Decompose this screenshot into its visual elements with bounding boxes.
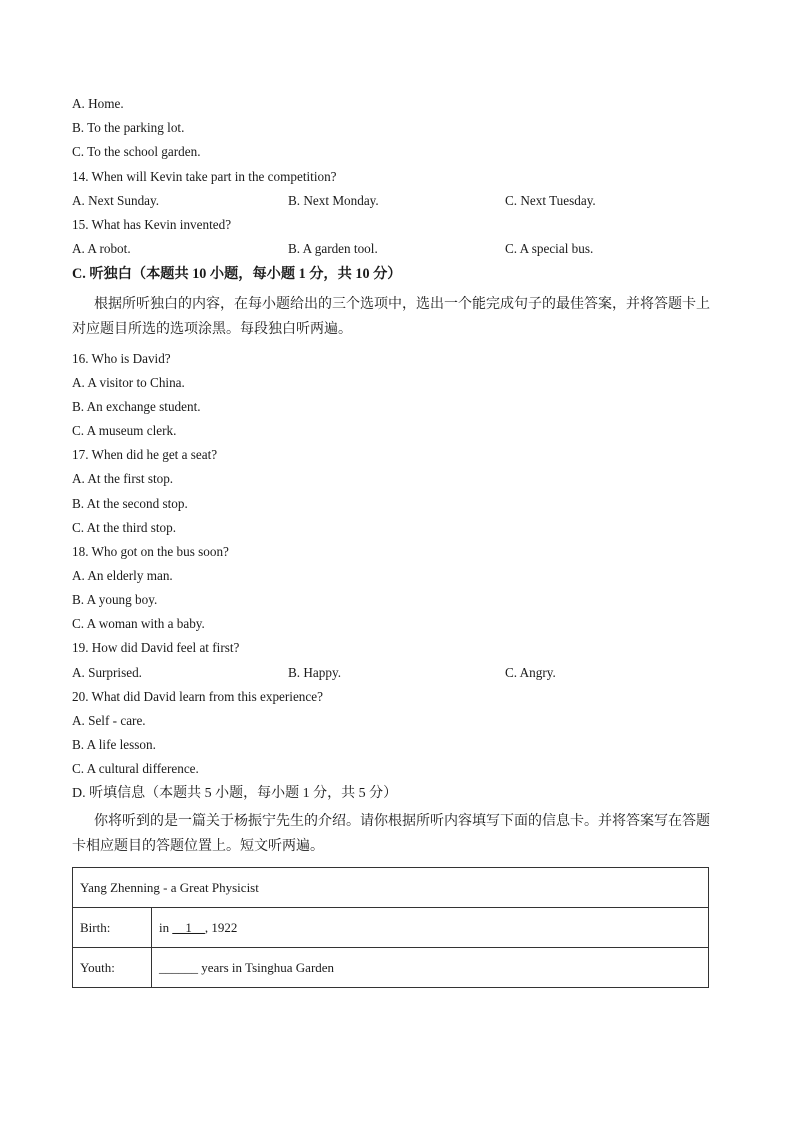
q15-option-c: C. A special bus. — [505, 241, 594, 256]
q14-option-b: B. Next Monday. — [288, 193, 379, 208]
birth-label: Birth: — [73, 908, 152, 948]
q20-option-c: C. A cultural difference. — [72, 761, 199, 776]
q20-question: 20. What did David learn from this experience? — [72, 689, 323, 704]
q18-option-a: A. An elderly man. — [72, 568, 173, 583]
q16-question: 16. Who is David? — [72, 351, 171, 366]
q19-option-b: B. Happy. — [288, 665, 341, 680]
q14-option-a: A. Next Sunday. — [72, 193, 160, 208]
q18-option-b: B. A young boy. — [72, 592, 158, 607]
q13-option-c: C. To the school garden. — [72, 144, 201, 159]
section-c-instructions: 根据所听独白的内容，在每小题给出的三个选项中，选出一个能完成句子的最佳答案，并将答题卡上对应题目所选的选项涂黑。每段独白听两遍。 — [72, 297, 710, 337]
birth-prefix: in — [159, 919, 173, 935]
q14-option-c: C. Next Tuesday. — [505, 193, 596, 208]
q18-option-c: C. A woman with a baby. — [72, 616, 205, 631]
q16-option-c: C. A museum clerk. — [72, 423, 177, 438]
q13-option-b: B. To the parking lot. — [72, 120, 185, 135]
q17-option-b: B. At the second stop. — [72, 496, 188, 511]
q17-option-c: C. At the third stop. — [72, 520, 177, 535]
q16-option-a: A. A visitor to China. — [72, 375, 185, 390]
q15-question: 15. What has Kevin invented? — [72, 217, 232, 232]
q13-option-a: A. Home. — [72, 96, 124, 111]
info-card-title: Yang Zhenning - a Great Physicist — [73, 868, 709, 908]
q15-option-a: A. A robot. — [72, 241, 131, 256]
q15-option-b: B. A garden tool. — [288, 241, 378, 256]
q20-option-a: A. Self - care. — [72, 713, 146, 728]
youth-blank: ______ — [159, 959, 198, 975]
birth-suffix: , 1922 — [204, 919, 238, 935]
q17-option-a: A. At the first stop. — [72, 471, 174, 486]
birth-cell — [152, 908, 709, 948]
youth-cell — [152, 948, 709, 988]
section-c-title: C. 听独白（本题共 10 小题，每小题 1 分，共 10 分） — [72, 266, 402, 282]
q17-question: 17. When did he get a seat? — [72, 447, 218, 462]
q19-question: 19. How did David feel at first? — [72, 640, 240, 655]
birth-blank: __1__ — [172, 919, 205, 935]
info-card-table — [72, 867, 709, 988]
section-d-instructions: 你将听到的是一篇关于杨振宁先生的介绍。请你根据所听内容填写下面的信息卡。并将答案写在答题卡相应题目的答题位置上。短文听两遍。 — [72, 814, 710, 854]
q18-question: 18. Who got on the bus soon? — [72, 544, 229, 559]
youth-suffix: years in Tsinghua Garden — [198, 959, 335, 975]
youth-label: Youth: — [73, 948, 152, 988]
q19-option-a: A. Surprised. — [72, 665, 142, 680]
q16-option-b: B. An exchange student. — [72, 399, 201, 414]
section-d-title: D. 听填信息（本题共 5 小题，每小题 1 分，共 5 分） — [72, 786, 398, 801]
q20-option-b: B. A life lesson. — [72, 737, 156, 752]
q14-question: 14. When will Kevin take part in the competition? — [72, 169, 337, 184]
q19-option-c: C. Angry. — [505, 665, 556, 680]
